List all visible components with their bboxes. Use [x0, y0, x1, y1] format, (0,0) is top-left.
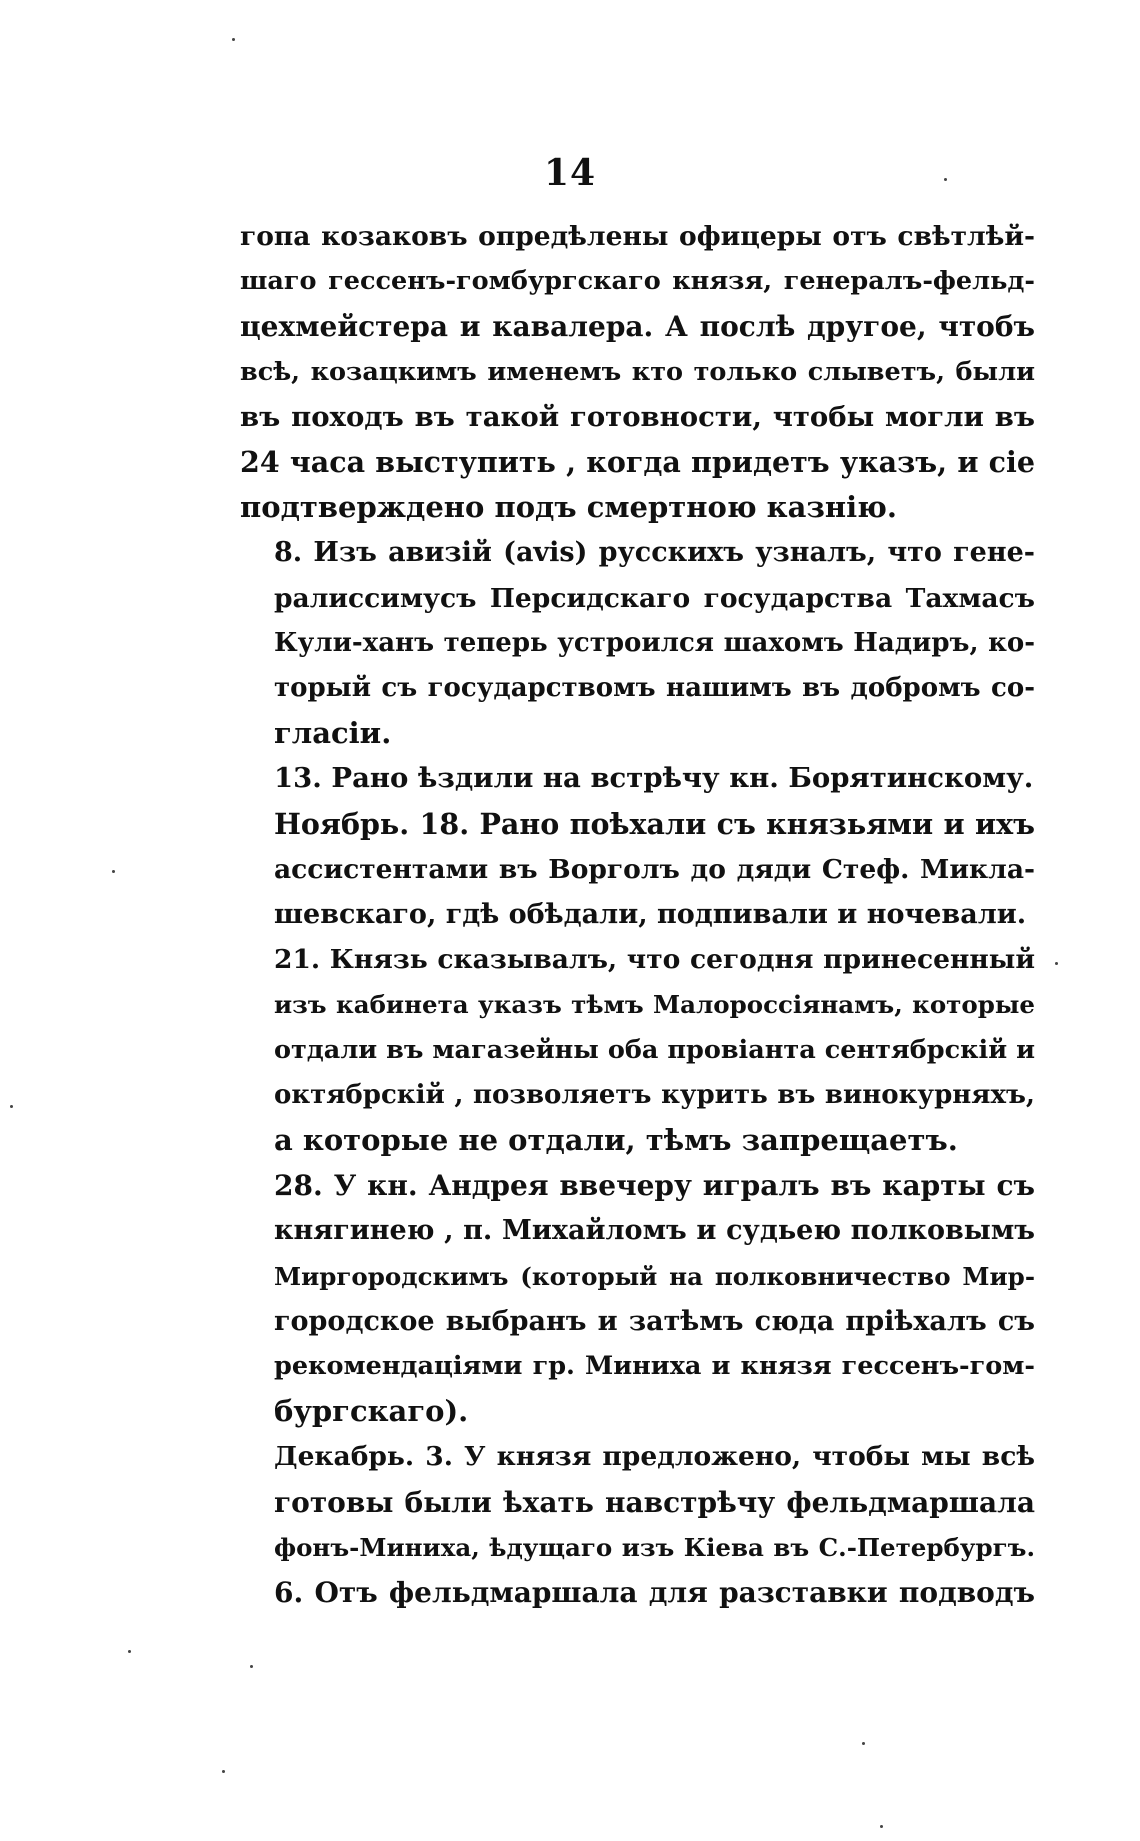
text-line: Кули-ханъ теперь устроился шахомъ Надиръ, ко-: [274, 627, 1035, 658]
scan-speck: [222, 1770, 225, 1773]
text-line: шаго гессенъ-гомбургскаго князя, генералъ-фельд-: [240, 266, 1035, 297]
text-line: октябрскій , позволяетъ курить въ винокурняхъ,: [274, 1079, 1035, 1110]
text-line: цехмейстера и кавалера. А послѣ другое, чтобъ: [240, 310, 1035, 344]
paragraph: [240, 214, 1035, 530]
page-number: 14: [543, 152, 597, 194]
text-line: 24 часа выступить , когда придетъ указъ, и сіе: [240, 445, 1035, 480]
paragraph-entry-13: [240, 756, 1035, 801]
text-line: 21. Князь сказывалъ, что сегодня принесенный: [274, 944, 1035, 976]
paragraph-november-18: [240, 802, 1035, 938]
paragraph-entry-8: [240, 530, 1035, 756]
text-line: подтверждено подъ смертною казнію.: [240, 490, 897, 525]
text-line: торый съ государствомъ нашимъ въ добромъ со-: [274, 673, 1035, 704]
text-line: 6. Отъ фельдмаршала для разставки подводъ: [274, 1576, 1035, 1610]
scan-speck: [232, 38, 235, 41]
paragraph-entry-21: [240, 937, 1035, 1163]
text-line: фонъ-Миниха, ѣдущаго изъ Кіева въ С.-Петербургъ.: [274, 1532, 1035, 1562]
text-line: бургскаго).: [274, 1394, 469, 1429]
text-line: 28. У кн. Андрея ввечеру игралъ въ карты съ: [274, 1169, 1035, 1203]
text-line: городское выбранъ и затѣмъ сюда пріѣхалъ съ: [274, 1305, 1035, 1337]
scan-speck: [112, 870, 115, 873]
text-line: отдали въ магазейны оба провіанта сентябрскій и: [274, 1034, 1035, 1065]
text-line: всѣ, козацкимъ именемъ кто только слыветъ, были: [240, 356, 1035, 387]
paragraph-entry-28: [240, 1163, 1035, 1434]
text-line: княгинею , п. Михайломъ и судьею полковымъ: [274, 1215, 1035, 1247]
page-text: [240, 214, 1035, 1615]
scan-speck: [862, 1742, 865, 1745]
scan-speck: [880, 1825, 883, 1828]
text-line: изъ кабинета указъ тѣмъ Малороссіянамъ, которые: [274, 990, 1035, 1020]
text-line: ассистентами въ Ворголъ до дяди Стеф. Микла-: [274, 853, 1035, 885]
text-line: 8. Изъ авизій (avis) русскихъ узналъ, что гене-: [274, 537, 1035, 569]
text-line: въ походъ въ такой готовности, чтобы могли въ: [240, 400, 1035, 433]
text-line: гопа козаковъ опредѣлены офицеры отъ свѣтлѣй-: [240, 221, 1035, 252]
text-line: Декабрь. 3. У князя предложено, чтобы мы всѣ: [274, 1441, 1035, 1473]
paragraph-december-3: [240, 1434, 1035, 1570]
scan-speck: [1055, 962, 1058, 965]
text-line: 13. Рано ѣздили на встрѣчу кн. Борятинскому.: [274, 762, 1034, 795]
text-line: Миргородскимъ (который на полковничество Мир-: [274, 1261, 1035, 1291]
scan-speck: [250, 1665, 253, 1668]
paragraph-entry-6: [240, 1570, 1035, 1615]
scan-speck: [944, 178, 947, 181]
scan-speck: [128, 1650, 131, 1653]
text-line: а которые не отдали, тѣмъ запрещаетъ.: [274, 1123, 958, 1158]
text-line: рекомендаціями гр. Миниха и князя гессенъ-гом-: [274, 1351, 1035, 1382]
text-line: шевскаго, гдѣ обѣдали, подпивали и ночевали.: [274, 899, 1027, 931]
text-line: гласіи.: [274, 716, 392, 751]
text-line: готовы были ѣхать навстрѣчу фельдмаршала: [274, 1485, 1035, 1519]
text-line: Ноябрь. 18. Рано поѣхали съ князьями и ихъ: [274, 806, 1035, 841]
scan-speck: [10, 1105, 13, 1108]
text-line: ралиссимусъ Персидскаго государства Тахмасъ: [274, 582, 1035, 614]
